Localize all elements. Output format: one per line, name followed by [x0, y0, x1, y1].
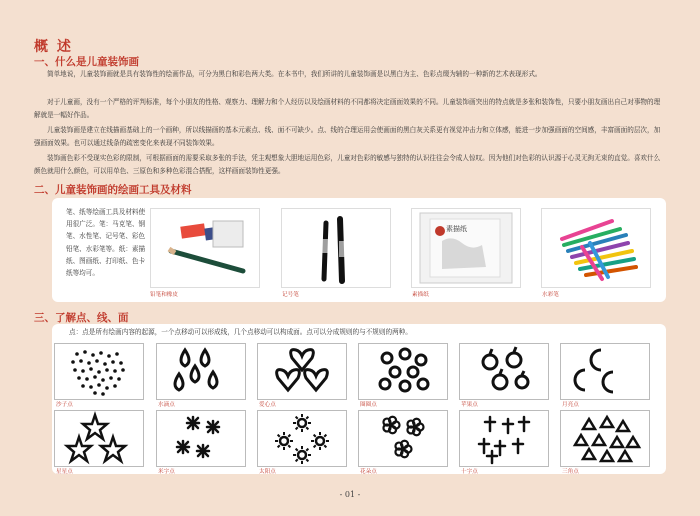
tool-caption-1: 铅笔和橡皮 [150, 292, 178, 298]
dot-image-star [54, 410, 144, 467]
cross-dots-icon [460, 411, 548, 466]
tool-image-sketch-paper [411, 208, 521, 288]
sun-dots-icon [258, 411, 346, 466]
page-title: 概 述 [34, 39, 73, 55]
heart-dots-icon [258, 344, 346, 399]
dot-caption-9: 太阳点 [259, 469, 276, 475]
tool-image-pencil-eraser [150, 208, 260, 288]
dot-caption-1: 沙子点 [56, 402, 73, 408]
sand-dots-icon [55, 344, 143, 399]
dot-caption-11: 十字点 [461, 469, 478, 475]
paragraph-3: 儿童装饰画是建立在线描画基础上的一个画种，所以线描画的基本元素点、线、面不可缺少。点、线的合理运用会使画面的黑白灰关系更有视觉冲击力和立体感，能进一步加强画面的空间感，丰富画面的层次，加强画面效果。也可以通过线条的疏密变化来表现不同装饰效果。 [34, 126, 661, 148]
paragraph-1: 简单地说，儿童装饰画就是具有装饰性的绘画作品，可分为黑白和彩色两大类。在本书中，我们所讲的儿童装饰画是以黑白为主、色彩点缀为辅的一种新的艺术表现形式。 [47, 70, 542, 78]
dot-caption-2: 水滴点 [158, 402, 175, 408]
dot-image-apple [459, 343, 549, 400]
dot-image-water-drop [156, 343, 246, 400]
tool-image-watercolor-pens [541, 208, 651, 288]
markers-icon [282, 209, 390, 287]
asterisk-dots-icon [157, 411, 245, 466]
tool-image-markers [281, 208, 391, 288]
dot-caption-10: 花朵点 [360, 469, 377, 475]
tools-description: 笔、纸等绘画工具及材料使用很广泛。笔：马克笔、钢笔、水性笔、记号笔、彩色铅笔、水彩笔等。纸：素描纸、图画纸、打印纸、色卡纸等均可。 [66, 208, 146, 278]
tool-caption-3: 素描纸 [412, 292, 429, 298]
tool-caption-2: 记号笔 [282, 292, 299, 298]
watercolor-pens-icon [542, 209, 650, 287]
dot-caption-8: 米字点 [158, 469, 175, 475]
paragraph-4: 装饰画色彩不受现实色彩的限制，可根据画面的需要采取多张的手法，凭主观想象大胆地运用色彩，儿童对色彩的敏感与独特的认识往往会令成人惊叹。因为他们对色彩的认识源于心灵无拘无束的直觉。喜欢什么颜色就用什么颜色，可以用单色、三原色和多种色彩混合搭配，这样画面装饰性更强。 [34, 154, 661, 176]
star-dots-icon [55, 411, 143, 466]
dots-intro: 点：点是所有绘画内容的起源，一个点移动可以形成线，几个点移动可以构成面。点可以分成规则的与不规则的两种。 [69, 328, 412, 336]
water-drop-dots-icon [157, 344, 245, 399]
dot-image-triangle [560, 410, 650, 467]
tool-caption-4: 水彩笔 [542, 292, 559, 298]
dot-image-ring [358, 343, 448, 400]
sketch-paper-icon [412, 209, 520, 287]
dot-caption-4: 圈圈点 [360, 402, 377, 408]
moon-dots-icon [561, 344, 649, 399]
dot-image-flower [358, 410, 448, 467]
section-heading-2: 二、儿童装饰画的绘画工具及材料 [34, 184, 192, 196]
section-heading-1: 一、什么是儿童装饰画 [34, 56, 139, 68]
page-number: - 01 - [339, 490, 361, 499]
section-heading-3: 三、了解点、线、面 [34, 312, 129, 324]
dot-image-asterisk [156, 410, 246, 467]
dot-image-cross [459, 410, 549, 467]
dot-image-sand [54, 343, 144, 400]
flower-dots-icon [359, 411, 447, 466]
pencil-eraser-icon [151, 209, 259, 287]
dot-image-sun [257, 410, 347, 467]
dot-caption-5: 苹果点 [461, 402, 478, 408]
svg-text:素描纸: 素描纸 [446, 225, 467, 233]
dot-caption-12: 三角点 [562, 469, 579, 475]
dot-image-moon [560, 343, 650, 400]
paragraph-2: 对于儿童画，没有一个严格的评判标准，每个小朋友的性格、观察力、理解力和个人经历以及绘画材料的不同都将决定画面效果的不同。儿童装饰画突出的特点就是多张和装饰性，只要小朋友画出自己对事物的理解就是一幅好作品。 [34, 98, 661, 120]
dot-caption-7: 星星点 [56, 469, 73, 475]
triangle-dots-icon [561, 411, 649, 466]
dot-caption-6: 月亮点 [562, 402, 579, 408]
dot-caption-3: 爱心点 [259, 402, 276, 408]
ring-dots-icon [359, 344, 447, 399]
dot-image-heart [257, 343, 347, 400]
apple-dots-icon [460, 344, 548, 399]
